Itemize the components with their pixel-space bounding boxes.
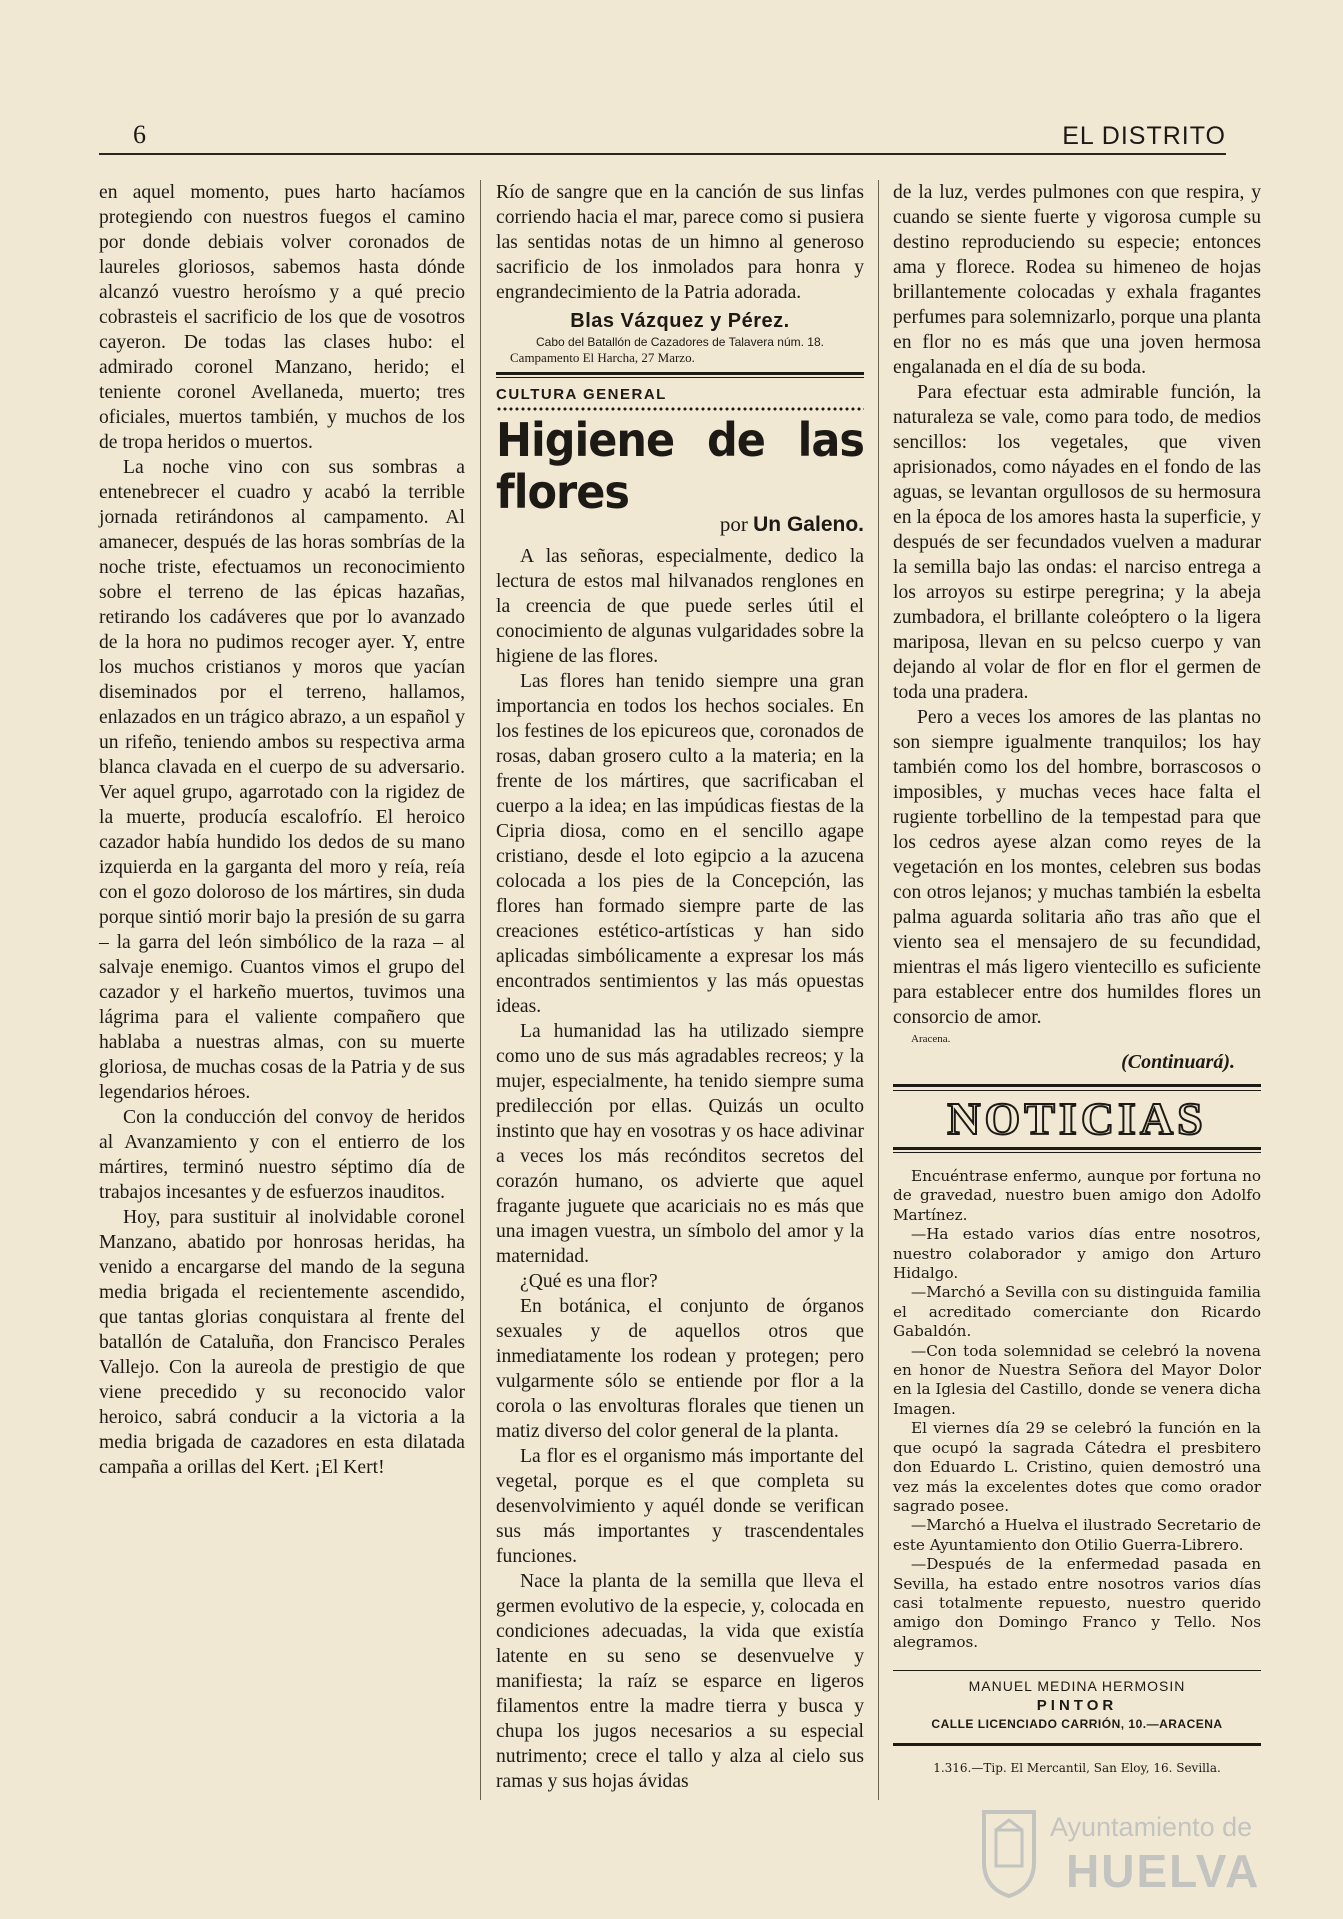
- dotted-rule: [496, 407, 864, 411]
- continued-notice: (Continuará).: [1121, 1051, 1235, 1073]
- col1-paragraph: Hoy, para sustituir al inolvidable coronel Manzano, abatido por honrosas heridas, ha venido a encargarse del mando de la seguna media brigada el recientemente ascendido, que tantas glorias conquistara al frente del batallón de Cataluña, don Francisco Perales Vallejo. Con la aureola de prestigio de que viene precedido y su reconocido valor heroico, sabrá conducir a la victoria a la media brigada de cazadores en esta dilatada campaña a orillas del Kert. ¡El Kert!: [99, 1207, 465, 1478]
- col1-paragraph: en aquel momento, pues harto hacíamos protegiendo con nuestros fuegos el camino por donde debiais volver coronados de laureles gloriosos, sabemos hasta dónde alcanzó vuestro heroísmo y a qué precio cobrasteis el sacrificio de los que de vosotros cayeron. De todas las clases hubo: el admirado coronel Manzano, herido; el teniente coronel Avellaneda, muerto; tres oficiales, muertos también, y muchos de los de tropa heridos o muertos.: [99, 182, 465, 453]
- news-item: Encuéntrase enfermo, aunque por fortuna no de gravedad, nuestro buen amigo don Adolfo Martínez.: [893, 1167, 1261, 1224]
- section-label: CULTURA GENERAL: [496, 386, 667, 403]
- news-item: El viernes día 29 se celebró la función en la que ocupó la sagrada Cátedra el presbitero don Eduardo L. Cristino, quien demostró una vez más la excelentes dotes que como orador sagrado posee.: [893, 1419, 1261, 1515]
- col2-paragraph: A las señoras, especialmente, dedico la lectura de estos mal hilvanados renglones en la creencia de que puede serles útil el conocimiento de algunas vulgaridades sobre la higiene de las flores.: [496, 546, 864, 667]
- watermark-line1: Ayuntamiento de: [1050, 1812, 1253, 1842]
- noticias-rule-top-thin: [893, 1090, 1261, 1091]
- news-item: —Marchó a Sevilla con su distinguida familia el acreditado comerciante don Ricardo Gabaldón.: [893, 1283, 1261, 1341]
- column-3: [893, 180, 1261, 1776]
- col2-continuation: Río de sangre que en la canción de sus linfas corriendo hacia el mar, parece como si pusiera las sentidas notas de un himno al generoso sacrificio de los inmolados para honra y engrandecimiento de la Patria adorada.: [496, 182, 864, 303]
- byline-author: Un Galeno.: [753, 513, 864, 536]
- header-rule: [99, 153, 1226, 155]
- col2-paragraph: La flor es el organismo más importante del vegetal, porque es el que completa su desenvolvimiento y aquél donde se verifican sus más importantes y trascendentales funciones.: [496, 1446, 864, 1567]
- news-item: —Marchó a Huelva el ilustrado Secretario de este Ayuntamiento don Otilio Guerra-Librero.: [893, 1516, 1261, 1554]
- col2-paragraph: La humanidad las ha utilizado siempre como uno de sus más agradables recreos; y la mujer, especialmente, ha tenido siempre suma predilección por ellas. Quizás un oculto instinto que hay en vosotras y os hace adivinar a veces los más recónditos secretos del corazón humano, os advierte que aquel fragante juguete que acariciais no es más que una imagen vuestra, un símbolo del amor y la maternidad.: [496, 1021, 864, 1267]
- ad-rule-top: [893, 1670, 1261, 1671]
- noticias-list: [893, 1167, 1261, 1652]
- col2-paragraph: En botánica, el conjunto de órganos sexuales y de aquellos otros que inmediatamente los rodean y protegen; pero vulgarmente sólo se entiende por flor a la corola o las envolturas florales que tienen un matiz diverso del color general de la planta.: [496, 1296, 864, 1442]
- col3-paragraph: Para efectuar esta admirable función, la naturaleza se vale, como para todo, de medios sencillos: los vegetales, que viven aprisionados, como náyades en el fondo de las aguas, se levantan orgullosos de su hermosura en la época de los amores hasta la superficie, y después de ser fecundados vuelven a madurar la semilla bajo las ondas: el narciso entrega a los arroyos su estirpe peregrina; y la abeja zumbadora, el brillante coleóptero o la ligera mariposa, llevan en su pelcso cuerpo y van dejando al volar de flor en flor el germen de toda una pradera.: [893, 382, 1261, 703]
- archive-watermark: [980, 1808, 1270, 1908]
- shield-icon: [980, 1808, 1038, 1898]
- col1-paragraph: Con la conducción del convoy de heridos al Avanzamiento y con el entierro de los mártires, terminó nuestro séptimo día de trabajos incesantes y de esfuerzos inauditos.: [99, 1107, 465, 1203]
- article-title: Higiene de las flores: [496, 413, 864, 520]
- column-1: [99, 180, 465, 1480]
- signature-name: Blas Vázquez y Pérez.: [570, 310, 790, 332]
- news-item: —Con toda solemnidad se celebró la novena en honor de Nuestra Señora del Mayor Dolor en la Iglesia del Castillo, donde se venera dicha Imagen.: [893, 1341, 1261, 1418]
- ad-trade: PINTOR: [1036, 1697, 1118, 1715]
- noticias-rule-top: [893, 1084, 1261, 1087]
- article-separator-thin: [496, 377, 864, 378]
- col2-paragraph: Nace la planta de la semilla que lleva el germen evolutivo de la especie, y, colocada en condiciones adecuadas, la vida que existía latente en su seno se desenvuelve y manifiesta; la raíz se esparce en ligeros filamentos entre la madre tierra y busca y chupa los jugos necesarios a su especial nutrimento; crece el tallo y alza al cielo sus ramas y sus hojas ávidas: [496, 1571, 864, 1792]
- ad-rule-bottom: [893, 1743, 1261, 1746]
- signature-rank: Cabo del Batallón de Cazadores de Talavera núm. 18.: [536, 335, 824, 349]
- col3-paragraph: de la luz, verdes pulmones con que respira, y cuando se siente fuerte y vigorosa cumple su destino reproduciendo su especie; entonces ama y florece. Rodea su himeneo de hojas brillantemente colocadas y exhala fragantes perfumes para solemnizarlo, porque una planta en flor no es más que una joven hermosa engalanada en el día de su boda.: [893, 182, 1261, 378]
- noticias-heading: NOTICIAS: [947, 1093, 1207, 1144]
- col3-paragraph: Pero a veces los amores de las plantas no son siempre igualmente tranquilos; los hay también como los del hombre, borrascosos o imposibles, y muchas veces hace falta el rugiente torbellino de la tempestad para que los cedros ayese alzan como reyes de la vegetación en los montes, celebren sus bodas con otros lejanos; y muchas también la esbelta palma aguarda solitaria año tras año que el viento sea el mensajero de su fecundidad, mientras el más ligero vientecillo es suficiente para establecer entre dos humildes flores un consorcio de amor.: [893, 707, 1261, 1028]
- col1-paragraph: La noche vino con sus sombras a entenebrecer el cuadro y acabó la terrible jornada retirándonos al campamento. Al amanecer, después de las horas sombrías de la noche triste, efectuamos un reconocimiento sobre el terreno de las épicas hazañas, retirando los cadáveres que por lo avanzado de la hora no pudimos recoger ayer. Y, entre los muchos cristianos y moros que yacían diseminados por el terreno, hallamos, enlazados en un trágico abrazo, a un español y un rifeño, teniendo ambos su respectiva arma blanca clavada en el cuerpo de su adversario. Ver aquel grupo, agarrotado con la rigidez de la muerte, producía escalofrío. El heroico cazador había hundido los dedos de su mano izquierda en la garganta del moro y reía, reía con el gozo doloroso de los mártires, sin duda porque sintió morir bajo la presión de su garra – la garra del león simbólico de la raza – al salvaje enemigo. Cuantos vimos el grupo del cazador y el harkeño muertos, tuvimos una lágrima para el valiente compañero que hablaba a nuestras almas, con su muerte gloriosa, de muchas cosas de la Patria y de sus legendarios héroes.: [99, 457, 465, 1103]
- column-divider-2: [878, 180, 879, 1800]
- news-item: —Después de la enfermedad pasada en Sevilla, ha estado entre nosotros varios días casi totalmente repuesto, nuestro querido amigo don Domingo Franco y Tello. Nos alegramos.: [893, 1555, 1261, 1651]
- article-separator-thick: [496, 372, 864, 375]
- column-divider-1: [480, 180, 481, 1800]
- advertisement: [893, 1677, 1261, 1733]
- printer-imprint: 1.316.—Tip. El Mercantil, San Eloy, 16. Sevilla.: [933, 1761, 1221, 1776]
- col2-paragraph: Las flores han tenido siempre una gran importancia en todos los hechos sociales. En los festines de los epicureos que, coronados de rosas, daban grosero culto a la materia; en la frente de los mártires, que sacrificaban el cuerpo a la idea; en las impúdicas fiestas de la Cipria diosa, como en el sencillo agape cristiano, desde el loto egipcio a la azucena colocada a los pies de la Concepción, las flores han formado siempre parte de las creaciones estético-artísticas y han sido aplicadas simbólicamente a expresar los más encontrados sentimientos y las más opuestas ideas.: [496, 671, 864, 1017]
- ad-address: CALLE LICENCIADO CARRIÓN, 10.—ARACENA: [931, 1717, 1223, 1732]
- newspaper-title: EL DISTRITO: [1062, 122, 1226, 150]
- watermark-line2: HUELVA: [1066, 1845, 1261, 1897]
- noticias-rule-bottom-thin: [893, 1152, 1261, 1153]
- page-number: 6: [133, 120, 146, 149]
- news-item: —Ha estado varios días entre nosotros, nuestro colaborador y amigo don Arturo Hidalgo.: [893, 1225, 1261, 1283]
- column-2: [496, 180, 864, 1794]
- ad-name: MANUEL MEDINA HERMOSIN: [968, 1678, 1186, 1695]
- article-place: Aracena.: [911, 1033, 951, 1045]
- noticias-rule-bottom: [893, 1147, 1261, 1150]
- byline-prefix: por: [719, 512, 748, 536]
- col2-paragraph: ¿Qué es una flor?: [520, 1271, 658, 1292]
- page-header: [99, 120, 1226, 152]
- signature-place: Campamento El Harcha, 27 Marzo.: [510, 350, 695, 365]
